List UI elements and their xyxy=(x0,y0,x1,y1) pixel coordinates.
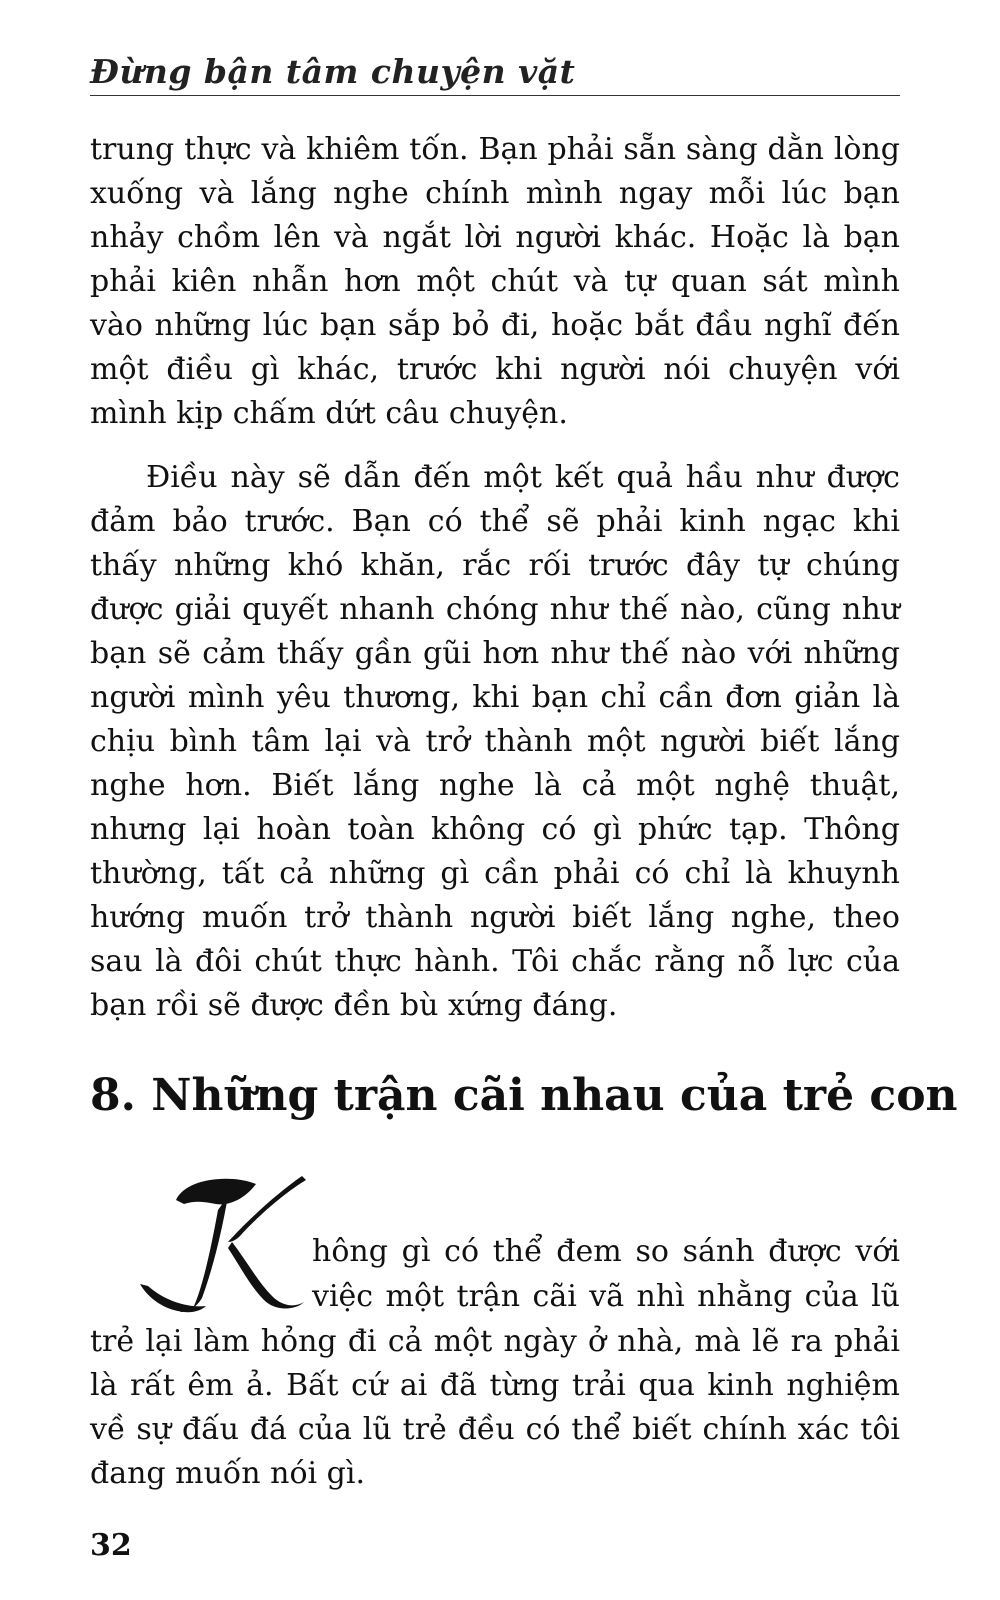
running-head: Đừng bận tâm chuyện vặt xyxy=(90,52,900,96)
section-title: 8. Những trận cãi nhau của trẻ con xyxy=(90,1070,958,1121)
section-paragraph-rest: trẻ lại làm hỏng đi cả một ngày ở nhà, mà lẽ ra phải là rất êm ả. Bất cứ ai đã từng trải qua kinh nghiệm về sự đấu đá của lũ trẻ đều có thể biết chính xác tôi đang muốn nói gì. xyxy=(90,1324,900,1491)
paragraph-1: trung thực và khiêm tốn. Bạn phải sẵn sàng dằn lòng xuống và lắng nghe chính mình ngay mỗi lúc bạn nhảy chồm lên và ngắt lời người khác. Hoặc là bạn phải kiên nhẫn hơn một chút và tự quan sát mình vào những lúc bạn sắp bỏ đi, hoặc bắt đầu nghĩ đến một điều gì khác, trước khi người nói chuyện với mình kịp chấm dứt câu chuyện. xyxy=(90,132,900,431)
section-line-2: việc một trận cãi vã nhì nhằng của lũ xyxy=(312,1279,900,1314)
drop-cap-k xyxy=(136,1170,316,1320)
paragraph-2: Điều này sẽ dẫn đến một kết quả hầu như được đảm bảo trước. Bạn có thể sẽ phải kinh ngạc khi thấy những khó khăn, rắc rối trước đây tự chúng được giải quyết nhanh chóng như thế nào, cũng như bạn sẽ cảm thấy gần gũi hơn như thế nào với những người mình yêu thương, khi bạn chỉ cần đơn giản là chịu bình tâm lại và trở thành một người biết lắng nghe hơn. Biết lắng nghe là cả một nghệ thuật, nhưng lại hoàn toàn không có gì phức tạp. Thông thường, tất cả những gì cần phải có chỉ là khuynh hướng muốn trở thành người biết lắng nghe, theo sau là đôi chút thực hành. Tôi chắc rằng nỗ lực của bạn rồi sẽ được đền bù xứng đáng. xyxy=(90,460,900,1023)
section-line-1: hông gì có thể đem so sánh được với xyxy=(312,1234,900,1269)
page-number: 32 xyxy=(90,1528,132,1563)
drop-cap-k-glyph xyxy=(136,1170,316,1320)
